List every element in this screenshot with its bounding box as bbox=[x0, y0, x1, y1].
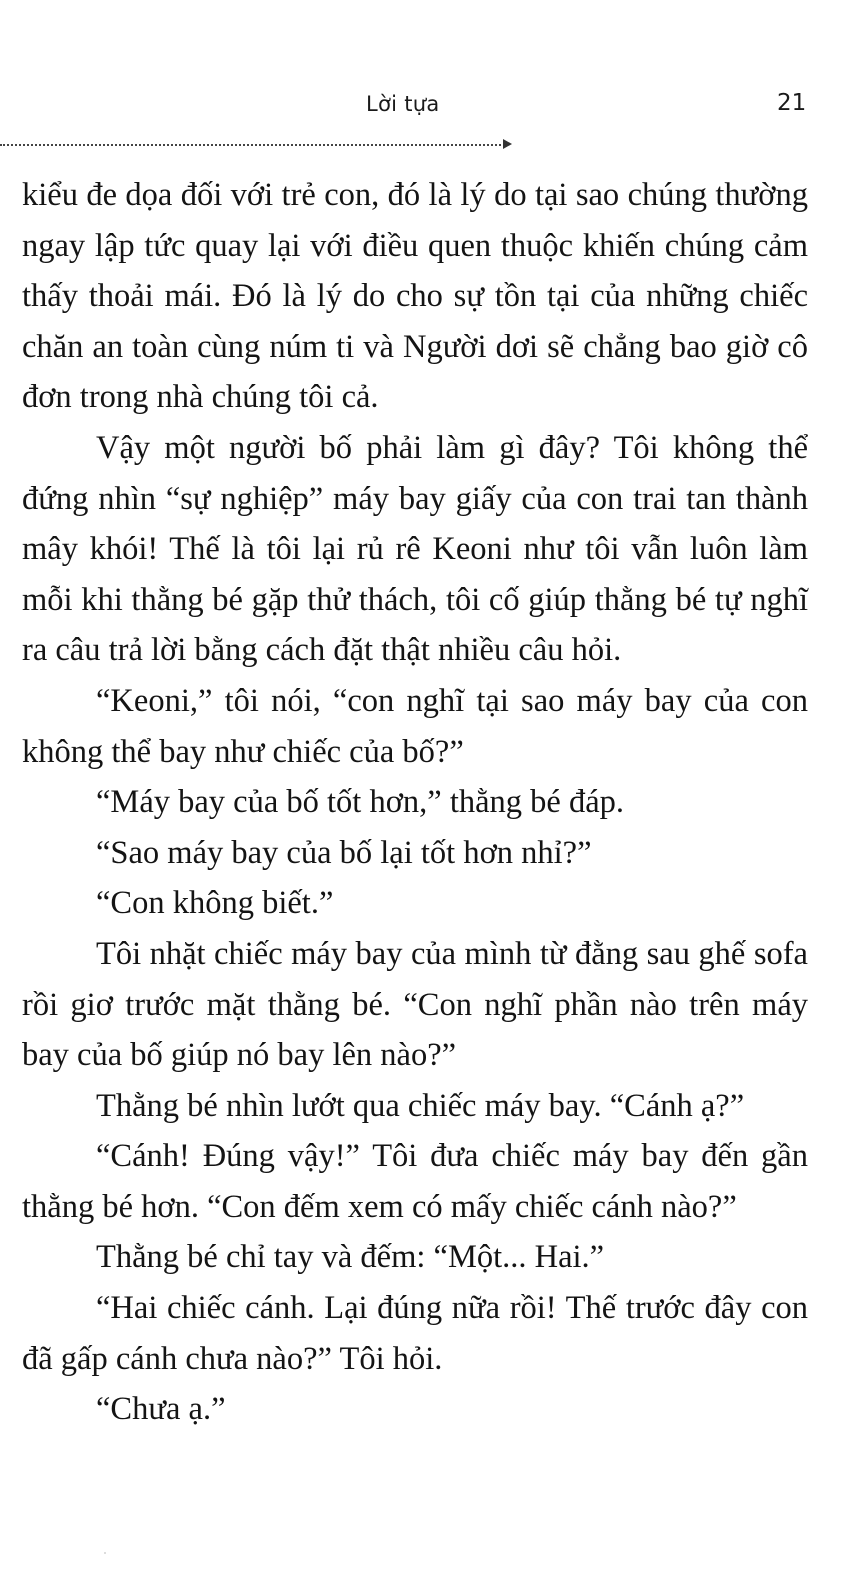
header-dotted-rule bbox=[0, 144, 505, 146]
paragraph-7: Tôi nhặt chiếc máy bay của mình từ đằng sau ghế sofa rồi giơ trước mặt thằng bé. “Con nghĩ phần nào trên máy bay của bố giúp nó bay lên nào?” bbox=[22, 935, 808, 1074]
body-text bbox=[22, 170, 808, 1435]
running-header bbox=[0, 86, 853, 126]
page-number: 21 bbox=[777, 90, 807, 116]
paragraph-12: “Chưa ạ.” bbox=[96, 1391, 226, 1428]
paragraph-6: “Con không biết.” bbox=[96, 885, 334, 922]
paragraph-1: kiểu đe dọa đối với trẻ con, đó là lý do tại sao chúng thường ngay lập tức quay lại với điều quen thuộc khiến chúng cảm thấy thoải mái. Đó là lý do cho sự tồn tại của những chiếc chăn an toàn cùng núm ti và Người dơi sẽ chẳng bao giờ cô đơn trong nhà chúng tôi cả. bbox=[22, 177, 808, 416]
paragraph-8: Thằng bé nhìn lướt qua chiếc máy bay. “Cánh ạ?” bbox=[96, 1087, 745, 1124]
paragraph-9: “Cánh! Đúng vậy!” Tôi đưa chiếc máy bay đến gần thằng bé hơn. “Con đếm xem có mấy chiếc cánh nào?” bbox=[22, 1138, 808, 1225]
scan-speck bbox=[104, 1552, 106, 1554]
paragraph-11: “Hai chiếc cánh. Lại đúng nữa rồi! Thế trước đây con đã gấp cánh chưa nào?” Tôi hỏi. bbox=[22, 1290, 808, 1377]
paragraph-10: Thằng bé chỉ tay và đếm: “Một... Hai.” bbox=[96, 1239, 605, 1276]
paragraph-5: “Sao máy bay của bố lại tốt hơn nhỉ?” bbox=[96, 834, 592, 871]
section-title: Lời tựa bbox=[366, 92, 440, 116]
paragraph-2: Vậy một người bố phải làm gì đây? Tôi không thể đứng nhìn “sự nghiệp” máy bay giấy của con trai tan thành mây khói! Thế là tôi lại rủ rê Keoni như tôi vẫn luôn làm mỗi khi thằng bé gặp thử thách, tôi cố giúp thằng bé tự nghĩ ra câu trả lời bằng cách đặt thật nhiều câu hỏi. bbox=[22, 429, 808, 669]
rule-arrow-icon bbox=[503, 139, 512, 149]
paragraph-4: “Máy bay của bố tốt hơn,” thằng bé đáp. bbox=[96, 784, 624, 821]
paragraph-3: “Keoni,” tôi nói, “con nghĩ tại sao máy bay của con không thể bay như chiếc của bố?” bbox=[22, 682, 808, 770]
